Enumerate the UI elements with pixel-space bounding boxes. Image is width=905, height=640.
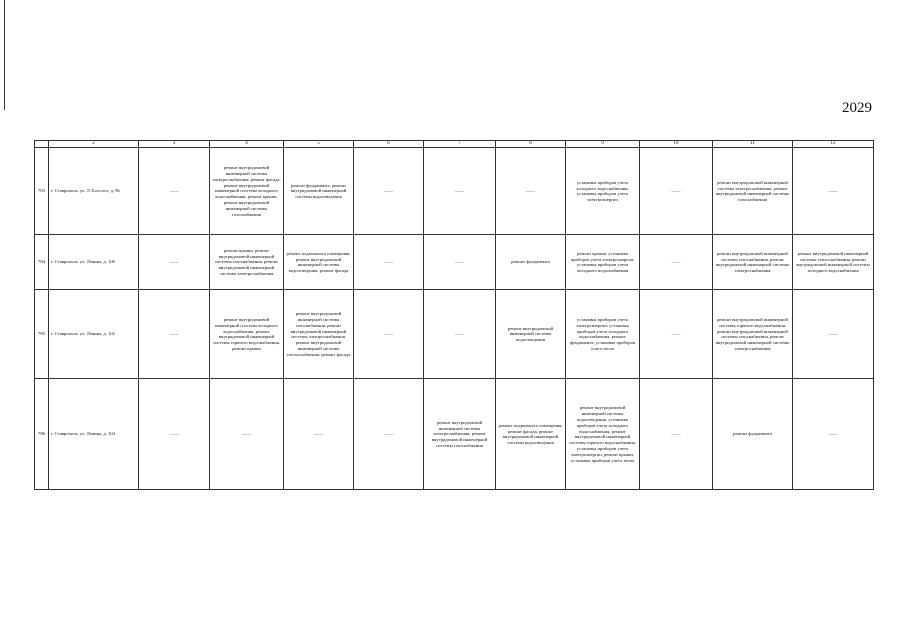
work-cell-7: —— [424,290,496,379]
header-cell-11: 11 [713,141,793,148]
work-cell-4: ремонт крыши, ремонт внутридомовой инженерной системы газоснабжения, ремонт внутридомовой инженерной системы электроснабжения [210,235,284,290]
row-number: 784 [35,235,49,290]
work-cell-11: ремонт фундамента [713,379,793,490]
address-cell: г. Ставрополь, ул. Ленина, д. 100 [49,235,139,290]
work-cell-10: —— [640,235,713,290]
header-cell-1 [35,141,49,148]
work-cell-3: —— [139,235,210,290]
address-cell: г. Ставрополь, ул. Ленина, д. 104 [49,379,139,490]
work-cell-8: ремонт подвального помещения, ремонт фасада, ремонт внутридомовой инженерной системы водоотведения [496,379,566,490]
work-cell-5: ремонт фундамента, ремонт внутридомовой инженерной системы водоотведения [284,148,354,235]
work-cell-7: ремонт внутридомовой инженерной системы электроснабжения, ремонт внутридомовой инженерной системы газоснабжения [424,379,496,490]
header-cell-4: 4 [210,141,284,148]
row-number: 786 [35,379,49,490]
work-cell-3: —— [139,148,210,235]
row-number: 783 [35,148,49,235]
work-cell-5: —— [284,379,354,490]
work-cell-3: —— [139,290,210,379]
work-cell-7: —— [424,235,496,290]
page-number: 2029 [842,100,872,116]
table-row [35,290,874,379]
work-cell-9: установка приборов учета электроэнергии, установка приборов учета холодного водоснабжения, ремонт фундамента, установка приборов учета тепла [566,290,640,379]
header-cell-12: 12 [793,141,874,148]
header-cell-2: 2 [49,141,139,148]
work-cell-12: ремонт внутридомовой инженерной системы теплоснабжения, ремонт внутридомовой инженерной системы холодного водоснабжения [793,235,874,290]
work-cell-3: —— [139,379,210,490]
work-cell-6: —— [354,148,424,235]
table-row [35,379,874,490]
work-cell-6: —— [354,235,424,290]
header-cell-3: 3 [139,141,210,148]
left-margin-rule [4,0,5,110]
work-cell-9: ремонт крыши, установка приборов учета электроэнергии, установка приборов учета холодного водоснабжения [566,235,640,290]
work-cell-11: ремонт внутридомовой инженерной системы горячего водоснабжения, ремонт внутридомовой инженерной системы газоснабжения, ремонт внутридомовой инженерной системы электроснабжения [713,290,793,379]
work-cell-10: —— [640,148,713,235]
work-cell-4: ремонт внутридомовой инженерной системы холодного водоснабжения, ремонт внутридомовой инженерной системы горячего водоснабжения, ремонт крыши [210,290,284,379]
header-cell-8: 8 [496,141,566,148]
table-row [35,235,874,290]
work-cell-6: —— [354,290,424,379]
address-cell: г. Ставрополь, ул. Л.Толстого, д. 96 [49,148,139,235]
address-cell: г. Ставрополь, ул. Ленина, д. 102 [49,290,139,379]
work-cell-9: ремонт внутридомовой инженерной системы водоотведения, установка приборов учета холодного водоснабжения, ремонт внутридомовой инженерной системы горячего водоснабжения, установка приборов учета электроэнергии, ремонт крыши, установка приборов учета тепла [566,379,640,490]
table-row [35,148,874,235]
work-cell-5: ремонт подвального помещения, ремонт внутридомовой инженерной системы водоотведения, ремонт фасада [284,235,354,290]
work-cell-5: ремонт внутридомовой инженерной системы газоснабжения, ремонт внутридомовой инженерной системы электроснабжения, ремонт внутридомовой инженерной системы теплоснабжения, ремонт фасада [284,290,354,379]
repair-plan-table [34,140,874,490]
work-cell-12: —— [793,290,874,379]
work-cell-4: ремонт внутридомовой инженерной системы электроснабжения, ремонт фасада, ремонт внутридомовой инженерной системы холодного водоснабжения, ремонт крыши, ремонт внутридомовой инженерной системы газоснабжения [210,148,284,235]
work-cell-6: —— [354,379,424,490]
work-cell-8: —— [496,148,566,235]
work-cell-10: —— [640,379,713,490]
row-number: 785 [35,290,49,379]
work-cell-10: —— [640,290,713,379]
work-cell-11: ремонт внутридомовой инженерной системы электроснабжения, ремонт внутридомовой инженерной системы газоснабжения [713,148,793,235]
header-cell-5: 5 [284,141,354,148]
header-cell-9: 9 [566,141,640,148]
work-cell-12: —— [793,148,874,235]
work-cell-7: —— [424,148,496,235]
header-row [35,141,874,148]
header-cell-7: 7 [424,141,496,148]
work-cell-8: ремонт внутридомовой инженерной системы водоотведения [496,290,566,379]
work-cell-11: ремонт внутридомовой инженерной системы газоснабжения, ремонт внутридомовой инженерной системы электроснабжения [713,235,793,290]
work-cell-8: ремонт фундамента [496,235,566,290]
work-cell-4: —— [210,379,284,490]
header-cell-10: 10 [640,141,713,148]
header-cell-6: 6 [354,141,424,148]
work-cell-9: установка приборов учета холодного водоснабжения, установка приборов учета электроэнергии [566,148,640,235]
work-cell-12: —— [793,379,874,490]
